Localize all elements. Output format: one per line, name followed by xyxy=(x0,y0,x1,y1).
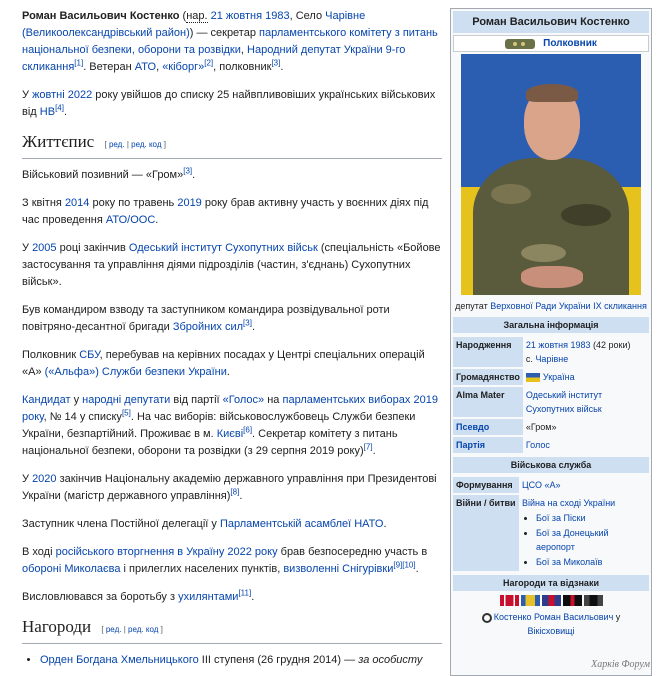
born-place-pre: с. xyxy=(525,354,533,364)
general-info-header: Загальна інформація xyxy=(453,317,649,333)
colonel-text: , полковник xyxy=(213,61,272,73)
infobox xyxy=(450,8,652,676)
commons-mid: у xyxy=(615,612,621,622)
p6-end: . xyxy=(372,445,376,457)
bracket-close: ] xyxy=(163,140,166,149)
ref-9-10[interactable]: [9][10] xyxy=(393,560,416,570)
bio-edit-links xyxy=(104,140,165,149)
deputy-link[interactable]: Народний депутат України 9-го скликання xyxy=(22,44,406,73)
ref-8[interactable]: [8] xyxy=(230,487,240,497)
bio-edit-link[interactable]: ред. xyxy=(108,140,125,149)
callsign-text: Військовий позивний — «Гром» xyxy=(22,169,184,181)
wars-label: Війни / битви xyxy=(453,495,519,571)
p2-a: З квітня xyxy=(22,197,62,209)
born-place-link[interactable]: Чарівне xyxy=(535,354,569,364)
battle-airport-link[interactable]: Бої за Донецький аеропорт xyxy=(536,528,609,552)
wars-value xyxy=(519,495,649,571)
ref-3c[interactable]: [3] xyxy=(243,318,252,328)
alpha-link[interactable]: («Альфа») Служби безпеки України xyxy=(44,366,227,378)
p7-pre: У xyxy=(22,473,29,485)
awards-heading xyxy=(22,617,442,644)
born-age: (42 роки) xyxy=(593,340,631,350)
camo-patch xyxy=(561,204,611,226)
wars-row xyxy=(453,495,649,571)
p9-c: і прилеглих населених пунктів, xyxy=(123,563,281,575)
war-link[interactable]: Війна на сході України xyxy=(522,498,616,508)
alma-link[interactable]: Одеський інститут Сухопутних військ xyxy=(525,390,603,414)
commons-icon xyxy=(482,613,492,623)
order-khmelnytsky-link[interactable]: Орден Богдана Хмельницького xyxy=(40,654,199,666)
award-ribbons xyxy=(453,595,649,606)
hands xyxy=(521,266,583,288)
elections-2019-link[interactable]: парламентських виборах 2019 року xyxy=(22,394,438,423)
mykolaiv-defense-link[interactable]: обороні Миколаєва xyxy=(22,563,121,575)
dash-text: ) — секретар xyxy=(189,27,256,39)
p5-end: . xyxy=(226,366,230,378)
nv-link[interactable]: НВ xyxy=(39,106,56,118)
alma-value xyxy=(523,387,649,417)
commons-link-row xyxy=(453,610,649,638)
infobox-title: Роман Васильович Костенко xyxy=(453,11,649,33)
p7-a: закінчив Національну академію державного управління при Президентові України (магістр державного управління) xyxy=(22,473,437,502)
commons-name-link[interactable]: Костенко Роман Васильович xyxy=(493,612,614,622)
party-label-cell xyxy=(453,437,523,453)
intro-paragraph: Роман Васильович Костенко (нар. 21 жовтня 1983, Село Чарівне (Великоолександрівський район)) — секретар парламентського комітету з питань національної безпеки, оборони та розвідки, Народний депутат України 9-го скликання[1]. Ветеран АТО, «кіборг»[2], полковник[3]. xyxy=(22,10,438,73)
edit-separator: | xyxy=(126,140,129,149)
alma-row xyxy=(453,387,649,417)
p8-end: . xyxy=(383,518,387,530)
p3-b: (спеціальність «Бойове застосування та управління діями підрозділів (частин, з'єднань) Сухопутних військ». xyxy=(22,242,441,288)
ref-7[interactable]: [7] xyxy=(363,442,373,452)
bio-edit-code-link[interactable]: ред. код xyxy=(131,140,162,149)
nick-label-cell xyxy=(453,419,523,435)
year-2005-link[interactable]: 2005 xyxy=(32,242,57,254)
district-link[interactable]: (Великоолександрівський район) xyxy=(22,27,190,39)
intro2-end: . xyxy=(63,106,68,118)
p1-end: . xyxy=(192,169,196,181)
alma-label: Alma Mater xyxy=(453,387,523,417)
holos-party-link[interactable]: «Голос» xyxy=(222,394,265,406)
p2-c: року брав активну участь у воєнних діях під час проведення xyxy=(22,197,429,226)
nato-assembly-link[interactable]: Парламентській асамблеї НАТО xyxy=(219,518,384,530)
forum-watermark: Харків Форум xyxy=(591,659,650,670)
rank-row xyxy=(453,35,649,52)
intro2-pre: У xyxy=(22,89,29,101)
ato-link[interactable]: АТО xyxy=(134,61,157,73)
p9-a: В ході xyxy=(22,546,53,558)
ato-oos-link[interactable]: АТО/ООС xyxy=(105,214,156,226)
bio-heading-title: Життєпис xyxy=(22,132,95,151)
awards-heading-title: Нагороди xyxy=(22,617,92,636)
invasion-2022-link[interactable]: російського вторгнення в Україну 2022 року xyxy=(55,546,278,558)
sbu-link[interactable]: СБУ xyxy=(79,349,100,361)
bio-heading xyxy=(22,132,442,159)
battles-list xyxy=(536,511,646,569)
year-2014-link[interactable]: 2014 xyxy=(64,197,90,209)
kyiv-link[interactable]: Києві xyxy=(216,428,244,440)
odesa-institute-link[interactable]: Одеський інститут Сухопутних військ xyxy=(128,242,318,254)
awards-list xyxy=(40,652,442,669)
subject-name: Роман Васильович Костенко xyxy=(22,10,180,22)
intro2-text: року увійшов до списку 25 найвпливовіших українських військових від xyxy=(22,89,436,118)
p6-d: , № 14 у списку xyxy=(43,411,122,423)
hair xyxy=(526,84,578,102)
edit-separator-2: | xyxy=(123,625,126,634)
citizenship-row xyxy=(453,369,649,385)
ribbon-icon[interactable] xyxy=(563,595,582,606)
p9-b: брав безпосередню участь в xyxy=(280,546,428,558)
cyborg-link[interactable]: «кіборг» xyxy=(162,61,205,73)
camo-patch xyxy=(521,244,566,262)
formation-label: Формування xyxy=(453,477,519,493)
article-body xyxy=(22,8,442,669)
awards-edit-link[interactable]: ред. xyxy=(105,625,122,634)
born-row xyxy=(453,337,649,367)
citizenship-value xyxy=(523,369,649,385)
battle-mykolaiv-link[interactable]: Бої за Миколаїв xyxy=(536,557,603,567)
ukraine-flag-icon xyxy=(526,373,540,382)
bio-paragraph-10 xyxy=(22,589,442,606)
bracket-open: [ xyxy=(104,140,107,149)
bio-paragraph-9 xyxy=(22,544,442,578)
caption-pre: депутат xyxy=(455,301,488,311)
year-2020-link[interactable]: 2020 xyxy=(32,473,57,485)
bracket-open-2: [ xyxy=(101,625,104,634)
p4-a: Був командиром взводу та заступником командира розвідувальної роти повітряно-десантної бригади xyxy=(22,304,390,333)
p5-a: Полковник xyxy=(22,349,77,361)
p9-end: . xyxy=(415,563,419,575)
ref-3b[interactable]: [3] xyxy=(183,166,193,176)
bio-paragraph-8 xyxy=(22,516,442,533)
ribbon-icon[interactable] xyxy=(521,595,540,606)
bio-paragraph-6 xyxy=(22,392,442,460)
deputies-link[interactable]: народні депутати xyxy=(82,394,171,406)
p6-e: . На час виборів: військовослужбовець Служби безпеки України, безпартійний. Проживає в м. xyxy=(22,411,416,440)
bio-paragraph-3 xyxy=(22,240,442,291)
comma: , xyxy=(240,44,244,56)
formation-value xyxy=(519,477,649,493)
candidate-link[interactable]: Кандидат xyxy=(22,394,71,406)
bio-paragraph-4 xyxy=(22,302,442,336)
bio-paragraph-2 xyxy=(22,195,442,229)
military-table xyxy=(453,475,649,573)
ref-4[interactable]: [4] xyxy=(55,103,64,113)
awards-edit-links xyxy=(101,625,162,634)
photo-caption xyxy=(453,299,649,313)
p3-pre: У xyxy=(22,242,29,254)
ref-3[interactable]: [3] xyxy=(271,58,281,68)
bracket-close-2: ] xyxy=(160,625,163,634)
battle-item xyxy=(536,526,646,554)
year-2019-link[interactable]: 2019 xyxy=(177,197,202,209)
p10-a: Висловлювався за боротьбу з xyxy=(22,591,176,603)
ribbon-icon[interactable] xyxy=(542,595,561,606)
armed-forces-link[interactable]: Збройних сил xyxy=(172,321,244,333)
born-value xyxy=(523,337,649,367)
p3-a: році закінчив xyxy=(59,242,126,254)
nick-row xyxy=(453,419,649,435)
born-label: Народження xyxy=(453,337,523,367)
party-row xyxy=(453,437,649,453)
epaulette-icon xyxy=(505,39,535,49)
p4-end: . xyxy=(251,321,255,333)
veteran-text: . Ветеран xyxy=(83,61,132,73)
draft-dodgers-link[interactable]: ухилянтами xyxy=(178,591,239,603)
party-link[interactable]: Голос xyxy=(525,440,550,450)
awards-edit-code-link[interactable]: ред. код xyxy=(128,625,159,634)
p7-end: . xyxy=(239,490,243,502)
formation-link[interactable]: ЦСО «А» xyxy=(522,480,561,490)
commons-site-link[interactable]: Вікісховищі xyxy=(527,626,575,636)
battle-item xyxy=(536,511,646,525)
awards-header: Нагороди та відзнаки xyxy=(453,575,649,591)
born-date-link[interactable]: 21 жовтня 1983 xyxy=(525,340,591,350)
nick-value: «Гром» xyxy=(523,419,649,435)
party-value xyxy=(523,437,649,453)
p2-end: . xyxy=(155,214,159,226)
award-text: III ступеня (26 грудня 2014) — xyxy=(201,654,356,666)
ref-1[interactable]: [1] xyxy=(74,58,84,68)
p10-end: . xyxy=(251,591,255,603)
p5-b: , перебував на керівних посадах у Центрі спеціальних операцій «А» xyxy=(22,349,425,378)
portrait-photo[interactable] xyxy=(461,54,641,295)
p6-c: на xyxy=(267,394,280,406)
p6-a: у xyxy=(73,394,80,406)
rada-link[interactable]: Верховної Ради України IX скликання xyxy=(490,301,647,311)
nick-label-link[interactable]: Псевдо xyxy=(456,422,490,432)
snihurivka-link[interactable]: визволенні Снігурівки xyxy=(283,563,394,575)
ref-6[interactable]: [6] xyxy=(243,425,253,435)
committee-link[interactable]: парламентського комітету з питань національної безпеки, оборони та розвідки xyxy=(22,27,438,56)
intro-end: . xyxy=(280,61,284,73)
ribbon-icon[interactable] xyxy=(500,595,519,606)
award-italic: за особисту xyxy=(358,654,423,666)
award-item xyxy=(40,652,442,669)
p6-f: . Секретар комітету з питань національної безпеки, оборони та розвідки (з 29 серпня 2019 року) xyxy=(22,428,398,457)
born-abbr: нар. xyxy=(186,10,208,22)
bio-paragraph-1 xyxy=(22,167,442,184)
village-label: Село xyxy=(295,10,323,22)
intro-paragraph-2 xyxy=(22,87,442,121)
citizenship-label: Громадянство xyxy=(453,369,523,385)
battle-item xyxy=(536,555,646,569)
ref-5[interactable]: [5] xyxy=(121,408,131,418)
ref-11[interactable]: [11] xyxy=(238,588,252,598)
ref-2[interactable]: [2] xyxy=(204,58,214,68)
bio-paragraph-7 xyxy=(22,471,442,505)
rank-link[interactable]: Полковник xyxy=(543,38,597,49)
military-header: Військова служба xyxy=(453,457,649,473)
p6-b: від партії xyxy=(173,394,220,406)
p8-a: Заступник члена Постійної делегації у xyxy=(22,518,217,530)
battle-pisky-link[interactable]: Бої за Піски xyxy=(536,513,586,523)
p2-b: року по травень xyxy=(92,197,175,209)
formation-row xyxy=(453,477,649,493)
citizenship-link[interactable]: Україна xyxy=(542,372,575,382)
birth-date-link[interactable]: 21 жовтня 1983 xyxy=(210,10,290,22)
party-label-link[interactable]: Партія xyxy=(456,440,486,450)
camo-patch xyxy=(491,184,531,204)
village-link[interactable]: Чарівне xyxy=(325,10,366,22)
bio-paragraph-5 xyxy=(22,347,442,381)
october-2022-link[interactable]: жовтні 2022 xyxy=(32,89,93,101)
general-info-table xyxy=(453,335,649,455)
ribbon-icon[interactable] xyxy=(584,595,603,606)
